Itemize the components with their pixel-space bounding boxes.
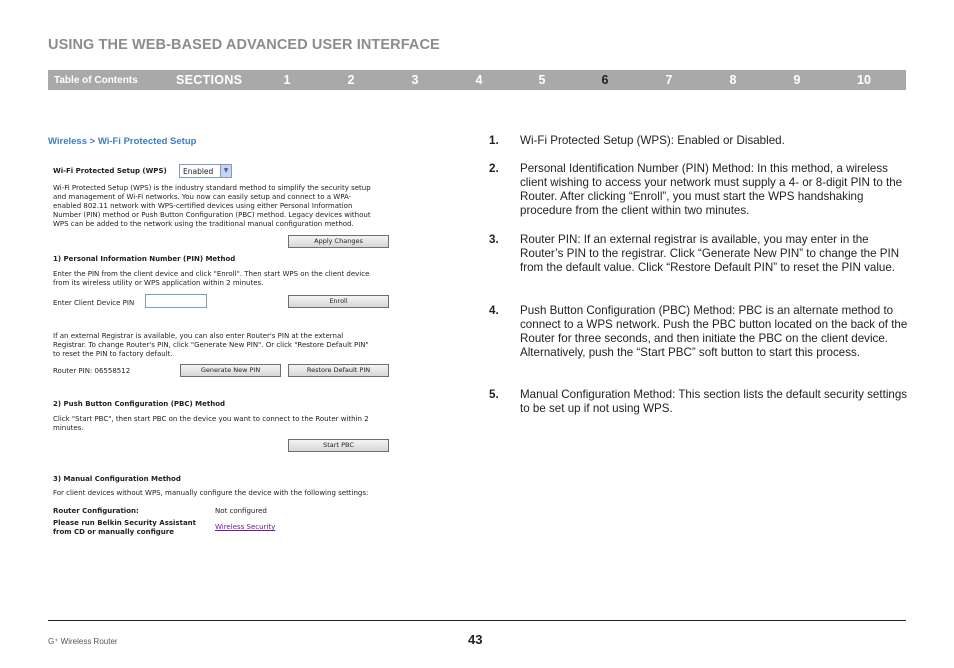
footer-product-name: G⁺ Wireless Router bbox=[48, 637, 118, 646]
wps-select-value: Enabled bbox=[183, 167, 214, 176]
client-pin-label: Enter Client Device PIN bbox=[53, 299, 135, 307]
wps-intro-line: and management of Wi-Fi networks. You now can easily setup and connect to a WPA- bbox=[53, 193, 352, 201]
pbc-instructions-line: minutes. bbox=[53, 424, 84, 432]
manual-instructions: For client devices without WPS, manually configure the device with the following settings: bbox=[53, 489, 369, 497]
registrar-line: If an external Registrar is available, you can also enter Router's PIN at the external bbox=[53, 332, 344, 340]
list-item-text: Personal Identification Number (PIN) Method: In this method, a wireless client wishing to access your network must supply a 4- or 8-digit PIN to the Router. After clicking “Enroll”, you must start the WPS handshaking procedure from the client within two minutes. bbox=[520, 162, 903, 218]
wps-intro-line: Number (PIN) method or Push Button Configuration (PBC) method. Legacy devices without bbox=[53, 211, 371, 219]
section-link-7[interactable]: 7 bbox=[665, 73, 673, 87]
list-item-text: Wi-Fi Protected Setup (WPS): Enabled or Disabled. bbox=[520, 134, 785, 147]
page-number: 43 bbox=[468, 632, 483, 647]
enroll-button[interactable]: Enroll bbox=[288, 295, 389, 308]
wps-intro-line: enabled 802.11 network with WPS-certified devices using either Personal Information bbox=[53, 202, 353, 210]
section-link-9[interactable]: 9 bbox=[793, 73, 801, 87]
pbc-method-heading: 2) Push Button Configuration (PBC) Method bbox=[53, 400, 226, 408]
list-item-number: 2. bbox=[489, 162, 499, 175]
router-config-value: Not configured bbox=[215, 507, 267, 515]
pbc-instructions-line: Click "Start PBC", then start PBC on the device you want to connect to the Router within 2 bbox=[53, 415, 369, 423]
pin-instructions-line: from its wireless utility or WPS application within 2 minutes. bbox=[53, 279, 264, 287]
wps-label: Wi-Fi Protected Setup (WPS) bbox=[53, 167, 167, 175]
start-pbc-button[interactable]: Start PBC bbox=[288, 439, 389, 452]
list-item-text: Push Button Configuration (PBC) Method: PBC is an alternate method to connect to a WPS network. Push the PBC button located on the back of the Router for three seconds, and then initiate the PBC on the client device. Alternatively, push the “Start PBC” soft button to start this process. bbox=[520, 304, 908, 360]
section-link-8[interactable]: 8 bbox=[729, 73, 737, 87]
section-link-2[interactable]: 2 bbox=[347, 73, 355, 87]
section-link-3[interactable]: 3 bbox=[411, 73, 419, 87]
list-item-number: 1. bbox=[489, 134, 499, 147]
section-link-5[interactable]: 5 bbox=[538, 73, 546, 87]
wireless-security-link[interactable]: Wireless Security bbox=[215, 523, 276, 531]
section-nav-bar bbox=[48, 70, 906, 90]
chevron-down-icon: ▼ bbox=[220, 165, 231, 177]
section-link-1[interactable]: 1 bbox=[283, 73, 291, 87]
sections-label: SECTIONS bbox=[176, 73, 243, 87]
table-of-contents-link[interactable]: Table of Contents bbox=[54, 75, 138, 86]
manual-method-heading: 3) Manual Configuration Method bbox=[53, 475, 181, 483]
section-link-6[interactable]: 6 bbox=[601, 73, 609, 87]
apply-changes-button[interactable]: Apply Changes bbox=[288, 235, 389, 248]
generate-new-pin-button[interactable]: Generate New PIN bbox=[180, 364, 281, 377]
registrar-line: Registrar. To change Router's PIN, click "Generate New PIN". Or click "Restore Default PIN" bbox=[53, 341, 369, 349]
page-header-title: USING THE WEB-BASED ADVANCED USER INTERFACE bbox=[48, 37, 440, 53]
wps-intro-line: Wi-Fi Protected Setup (WPS) is the industry standard method to simplify the security setup bbox=[53, 184, 371, 192]
router-config-label: Router Configuration: bbox=[53, 507, 139, 515]
restore-default-pin-button[interactable]: Restore Default PIN bbox=[288, 364, 389, 377]
breadcrumb: Wireless > Wi-Fi Protected Setup bbox=[48, 136, 197, 147]
list-item-number: 4. bbox=[489, 304, 499, 317]
list-item-text: Router PIN: If an external registrar is available, you may enter in the Router’s PIN to the registrar. Click “Generate New PIN” to change the PIN from the default value. Click “Restore Default PIN” to reset the PIN value. bbox=[520, 233, 900, 275]
wps-intro-line: WPS can be added to the network using the traditional manual configuration method. bbox=[53, 220, 354, 228]
list-item-number: 3. bbox=[489, 233, 499, 246]
footer-divider bbox=[48, 620, 906, 621]
router-pin-value: Router PIN: 06558512 bbox=[53, 367, 131, 375]
list-item-number: 5. bbox=[489, 388, 499, 401]
list-item-text: Manual Configuration Method: This section lists the default security settings to be set up if not using WPS. bbox=[520, 388, 908, 416]
pin-method-heading: 1) Personal Information Number (PIN) Method bbox=[53, 255, 236, 263]
client-pin-input[interactable] bbox=[145, 294, 207, 308]
section-link-4[interactable]: 4 bbox=[475, 73, 483, 87]
pin-instructions-line: Enter the PIN from the client device and click "Enroll". Then start WPS on the client device bbox=[53, 270, 370, 278]
wps-select[interactable] bbox=[179, 164, 232, 178]
registrar-line: to reset the PIN to factory default. bbox=[53, 350, 173, 358]
section-link-10[interactable]: 10 bbox=[857, 73, 871, 87]
belkin-assistant-line: from CD or manually configure bbox=[53, 528, 174, 536]
belkin-assistant-line: Please run Belkin Security Assistant bbox=[53, 519, 197, 527]
